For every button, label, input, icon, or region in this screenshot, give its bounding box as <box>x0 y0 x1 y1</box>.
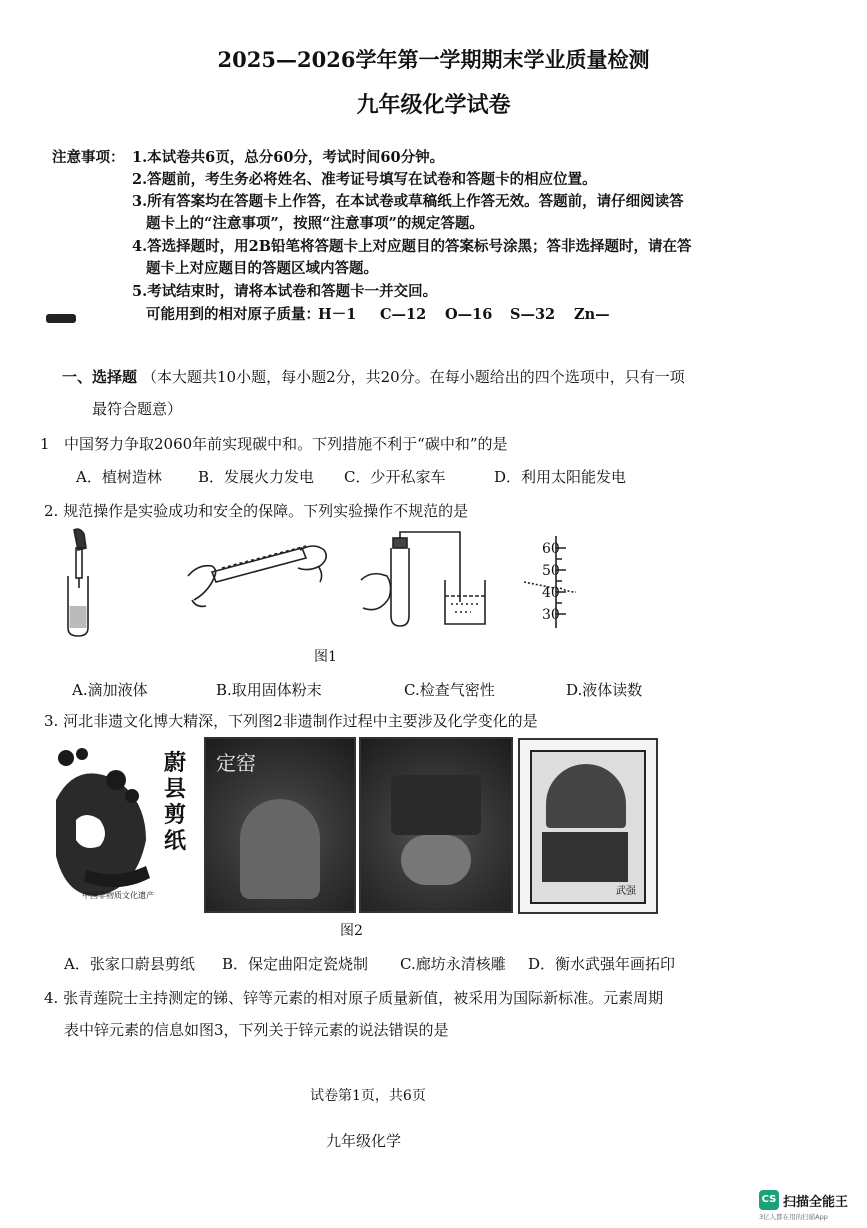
dropper-test-tube-drawing <box>60 528 110 638</box>
q2-option-d: D.液体读数 <box>566 681 643 699</box>
notice-item-4-cont: 题卡上对应题目的答题区域内答题。 <box>146 260 378 277</box>
cylinder-tick-30: 30 <box>542 607 560 623</box>
section-heading: 一、选择题 <box>62 368 138 386</box>
q2-option-a: A.滴加液体 <box>72 681 148 699</box>
exam-title: 2025—2026学年第一学期期末学业质量检测 <box>217 47 650 72</box>
papercut-char-2: 县 <box>164 776 187 802</box>
new-year-painting-label: 武强 <box>616 886 636 897</box>
cylinder-tick-60: 60 <box>542 541 560 557</box>
atomic-mass-h: H－1 <box>318 306 357 323</box>
section-desc-2: 最符合题意） <box>92 400 183 418</box>
cylinder-tick-40: 40 <box>542 585 560 601</box>
page-number: 试卷第1页，共6页 <box>310 1088 426 1104</box>
notice-item-1: 1.本试卷共6页，总分60分，考试时间60分钟。 <box>132 149 445 166</box>
papercut-image <box>46 740 200 912</box>
atomic-mass-label: 可能用到的相对原子质量： <box>146 306 320 323</box>
q2-text: 2. 规范操作是实验成功和安全的保障。下列实验操作不规范的是 <box>44 502 469 520</box>
q1-text: 中国努力争取2060年前实现碳中和。下列措施不利于“碳中和”的是 <box>64 435 508 453</box>
section-desc-1: （本大题共10小题，每小题2分，共20分。在每小题给出的四个选项中，只有一项 <box>142 368 685 386</box>
scanner-logo-icon: CS <box>759 1190 779 1210</box>
notice-label: 注意事项： <box>52 149 125 166</box>
new-year-painting-photo <box>518 738 658 914</box>
figure2-caption: 图2 <box>340 923 363 939</box>
q3-option-d: D．衡水武强年画拓印 <box>528 955 676 973</box>
notice-item-2: 2.答题前，考生务必将姓名、准考证号填写在试卷和答题卡的相应位置。 <box>132 171 597 188</box>
q4-text-line1: 4. 张青莲院士主持测定的锑、锌等元素的相对原子质量新值，被采用为国际新标准。元素周期 <box>44 989 664 1007</box>
exam-subtitle: 九年级化学试卷 <box>356 92 511 118</box>
q3-text: 3. 河北非遗文化博大精深，下列图2非遗制作过程中主要涉及化学变化的是 <box>44 712 538 730</box>
notice-item-3: 3.所有答案均在答题卡上作答，在本试卷或草稿纸上作答无效。答题前，请仔细阅读答 <box>132 193 684 210</box>
papercut-char-3: 剪 <box>164 802 187 828</box>
q1-number: 1 <box>40 435 50 453</box>
atomic-mass-s: S—32 <box>510 306 556 323</box>
q3-option-b: B．保定曲阳定瓷烧制 <box>222 955 369 973</box>
q1-option-c: C．少开私家车 <box>344 468 446 486</box>
papercut-footer: 中国非物质文化遗产 <box>82 891 154 900</box>
notice-item-3-cont: 题卡上的“注意事项”，按照“注意事项”的规定答题。 <box>146 215 484 232</box>
nut-carving-photo <box>359 737 513 913</box>
papercut-char-1: 蔚 <box>164 750 187 776</box>
q1-option-b: B．发展火力发电 <box>198 468 315 486</box>
q2-option-c: C.检查气密性 <box>404 681 495 699</box>
q1-option-a: A．植树造林 <box>76 468 162 486</box>
figure1-caption: 图1 <box>314 649 337 665</box>
ink-smudge <box>46 314 76 323</box>
q4-text-line2: 表中锌元素的信息如图3，下列关于锌元素的说法错误的是 <box>64 1021 449 1039</box>
papercut-char-4: 纸 <box>164 828 187 854</box>
airtightness-check-drawing <box>355 530 495 630</box>
atomic-mass-c: C—12 <box>380 306 427 323</box>
atomic-mass-zn: Zn— <box>574 306 610 323</box>
q2-option-b: B.取用固体粉末 <box>216 681 322 699</box>
ding-porcelain-photo <box>204 737 356 913</box>
footer-subject: 九年级化学 <box>326 1132 402 1150</box>
cylinder-tick-50: 50 <box>542 563 560 579</box>
notice-item-5: 5.考试结束时，请将本试卷和答题卡一并交回。 <box>132 283 438 300</box>
scanner-name: 扫描全能王 <box>783 1195 849 1210</box>
atomic-mass-o: O—16 <box>445 306 493 323</box>
powder-tube-hands-drawing <box>182 540 332 620</box>
q3-option-c: C.廊坊永清核雕 <box>400 955 506 973</box>
q3-option-a: A．张家口蔚县剪纸 <box>64 955 195 973</box>
ding-porcelain-title: 定窑 <box>216 751 256 775</box>
scanner-tagline: 3亿人都在用的扫描App <box>759 1213 828 1221</box>
scanner-watermark <box>759 1190 855 1222</box>
q1-option-d: D．利用太阳能发电 <box>494 468 627 486</box>
notice-item-4: 4.答选择题时，用2B铅笔将答题卡上对应题目的答案标号涂黑；答非选择题时，请在答 <box>132 238 692 255</box>
